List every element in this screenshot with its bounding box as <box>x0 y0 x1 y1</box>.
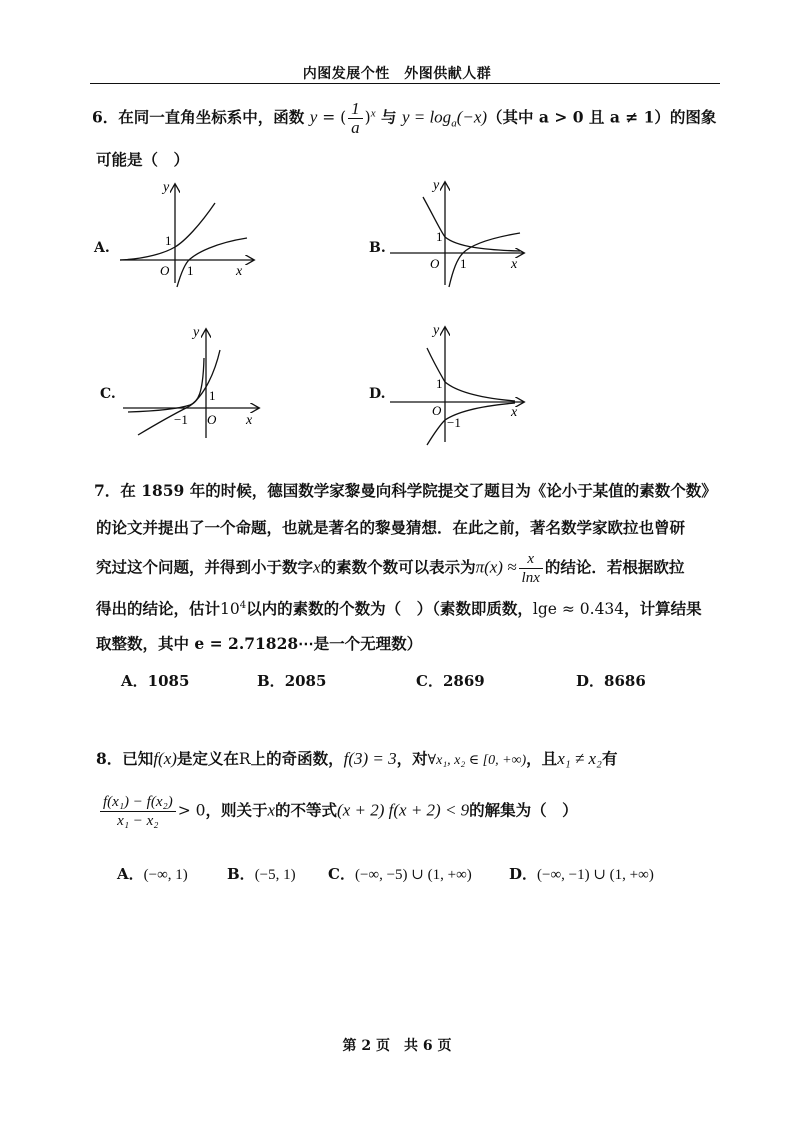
origin-label: O <box>432 403 442 418</box>
header-divider <box>90 83 720 84</box>
footer-text-c: 页 <box>437 1038 452 1054</box>
x-label: x <box>246 413 253 428</box>
choice-label: D． <box>509 865 538 883</box>
choice-value: (−5, 1) <box>254 867 296 883</box>
choice-label: B． <box>227 865 255 883</box>
y-label: y <box>193 325 200 340</box>
q7-line3-b: 的素数个数可以表示为 <box>320 557 476 577</box>
q6-condition: （其中 a > 0 且 a ≠ 1）的图象 <box>487 107 717 127</box>
q7-frac-den: lnx <box>521 570 540 586</box>
q7-line5: 取整数，其中 e = 2.71828⋯是一个无理数） <box>96 634 423 653</box>
q8-line2-ineq: (x + 2) f(x + 2) < 9 <box>337 800 470 820</box>
q8-number: 8． <box>96 749 123 768</box>
q7-line1 <box>94 479 717 501</box>
q8-line1 <box>96 747 617 769</box>
page-header: 内图发展个性 外图供献人群 <box>302 66 492 82</box>
q7-line4-exp: 4 <box>239 599 247 611</box>
q6-graph-c[interactable] <box>118 320 268 445</box>
q6-graph-a[interactable] <box>115 175 265 290</box>
q6-option-b-label[interactable]: B. <box>369 240 386 256</box>
q6-func1-num: 1 <box>348 100 363 119</box>
q8-line2-gt: > 0 <box>177 801 206 820</box>
q8-line2-x: x <box>267 800 276 820</box>
q7-line4-c: ，计算结果 <box>624 599 702 618</box>
q7-choice-d[interactable] <box>576 670 646 691</box>
q7-choice-b[interactable] <box>257 670 326 691</box>
q7-choice-a[interactable] <box>121 670 189 691</box>
q8-line1-R: R <box>238 750 251 768</box>
q7-line3-c: 的结论．若根据欧拉 <box>544 557 685 577</box>
q8-line1-neq: x₁ ≠ x₂ <box>557 749 602 768</box>
y-label: y <box>433 323 440 338</box>
footer-page: 2 <box>361 1038 372 1054</box>
tick-1-y: 1 <box>209 388 216 403</box>
choice-value: 8686 <box>604 672 646 690</box>
q6-line1 <box>92 100 716 137</box>
tick-neg1-y: −1 <box>447 415 461 430</box>
q8-choice-b[interactable] <box>227 863 296 884</box>
choice-label: B． <box>257 672 285 690</box>
q8-choice-d[interactable] <box>509 863 654 884</box>
choice-label: C． <box>416 672 443 690</box>
q8-line1-fend: 有 <box>601 749 618 768</box>
page-footer <box>0 1035 794 1055</box>
q7-frac-num: x <box>519 550 543 569</box>
q6-option-d-label[interactable]: D. <box>369 386 386 402</box>
q8-fraction <box>100 793 176 830</box>
q8-line1-c: 上的奇函数， <box>250 749 344 768</box>
y-label: y <box>433 178 440 193</box>
q7-line1-text: 在 1859 年的时候，德国数学家黎曼向科学院提交了题目为《论小于某值的素数个数》 <box>120 481 717 500</box>
q8-choice-c[interactable] <box>328 863 472 884</box>
q6-graph-d[interactable] <box>385 320 535 450</box>
q8-line1-f3: f(3) = 3 <box>343 749 397 768</box>
origin-label: O <box>430 256 440 271</box>
q7-line3-x: x <box>313 557 321 577</box>
q8-line2-b: 的不等式 <box>275 800 338 820</box>
choice-value: (−∞, −1) ∪ (1, +∞) <box>537 867 654 883</box>
footer-total: 6 <box>422 1038 433 1054</box>
q7-choice-c[interactable] <box>416 670 485 691</box>
q6-func1-eq: = ( <box>317 108 347 127</box>
choice-value: (−∞, 1) <box>143 867 188 883</box>
q6-func2: y = log <box>401 107 452 127</box>
q6-text-a: 在同一直角坐标系中，函数 <box>118 107 305 127</box>
q7-fraction <box>519 550 543 587</box>
tick-1-y: 1 <box>436 229 443 244</box>
origin-label: O <box>160 263 170 278</box>
tick-1-x: 1 <box>460 256 467 271</box>
tick-neg1-x: −1 <box>174 412 188 427</box>
q6-graph-b[interactable] <box>385 175 535 290</box>
q8-line1-forall: ∀x₁, x₂ ∈ [0, +∞) <box>427 753 527 768</box>
tick-1-y: 1 <box>165 233 172 248</box>
tick-1-x: 1 <box>187 263 194 278</box>
q8-line2-a: ，则关于 <box>205 800 268 820</box>
choice-label: D． <box>576 672 605 690</box>
q8-line1-e: ，且 <box>526 749 558 768</box>
tick-1-y: 1 <box>436 376 443 391</box>
q6-func1-exp: x <box>370 107 376 120</box>
q7-line4-b: 以内的素数的个数为（ ）（素数即质数， <box>246 599 533 618</box>
q8-line1-f: f(x) <box>153 749 177 768</box>
q6-text-b: 与 <box>381 107 397 127</box>
choice-value: 2869 <box>442 672 485 690</box>
footer-text-a: 第 <box>342 1038 357 1054</box>
q6-option-c-label[interactable]: C. <box>100 386 116 402</box>
x-label: x <box>236 264 243 279</box>
choice-label: A． <box>117 865 144 883</box>
q8-frac-den: x₁ − x₂ <box>117 813 159 829</box>
q7-line4-pow: 10 <box>220 600 240 618</box>
choice-value: (−∞, −5) ∪ (1, +∞) <box>354 867 472 883</box>
q7-line4 <box>96 597 702 619</box>
choice-label: A． <box>121 672 148 690</box>
q6-func1-frac <box>348 100 363 137</box>
q7-line4-lge: lge ≈ 0.434 <box>532 600 625 618</box>
footer-text-b: 页 共 <box>376 1038 418 1054</box>
q6-option-a-label[interactable]: A. <box>94 240 110 256</box>
q6-number: 6． <box>92 107 119 127</box>
exp-curve <box>427 348 515 401</box>
q6-func1-tail: ) <box>364 108 371 127</box>
q8-line1-b: 是定义在 <box>176 749 239 768</box>
q8-line1-d: ，对 <box>396 749 428 768</box>
q7-line3 <box>96 550 684 587</box>
q6-func2-arg: (−x) <box>456 107 488 127</box>
y-label: y <box>163 180 170 195</box>
q8-line1-a: 已知 <box>122 749 154 768</box>
q6-func1-den: a <box>351 118 360 137</box>
x-label: x <box>511 257 518 272</box>
q6-func1-y: y <box>309 107 318 127</box>
q7-number: 7． <box>94 481 121 500</box>
q8-frac-num: f(x₁) − f(x₂) <box>100 793 176 812</box>
q6-func2-sub: a <box>451 117 457 130</box>
exp-curve <box>128 358 204 412</box>
q7-line4-a: 得出的结论，估计 <box>96 599 221 618</box>
origin-label: O <box>207 412 217 427</box>
x-label: x <box>511 405 518 420</box>
q8-choice-a[interactable] <box>117 863 188 884</box>
q7-line2: 的论文并提出了一个命题，也就是著名的黎曼猜想．在此之前，著名数学家欧拉也曾研 <box>96 518 686 537</box>
choice-label: C． <box>328 865 355 883</box>
q6-line2: 可能是（ ） <box>96 150 190 169</box>
q8-line2-c: 的解集为（ ） <box>469 800 578 820</box>
choice-value: 1085 <box>147 672 190 690</box>
choice-value: 2085 <box>284 672 327 690</box>
q8-line2 <box>98 793 578 830</box>
q7-line3-a: 究过这个问题，并得到小于数字 <box>96 557 314 577</box>
q7-line3-pi: π(x) ≈ <box>475 557 517 577</box>
